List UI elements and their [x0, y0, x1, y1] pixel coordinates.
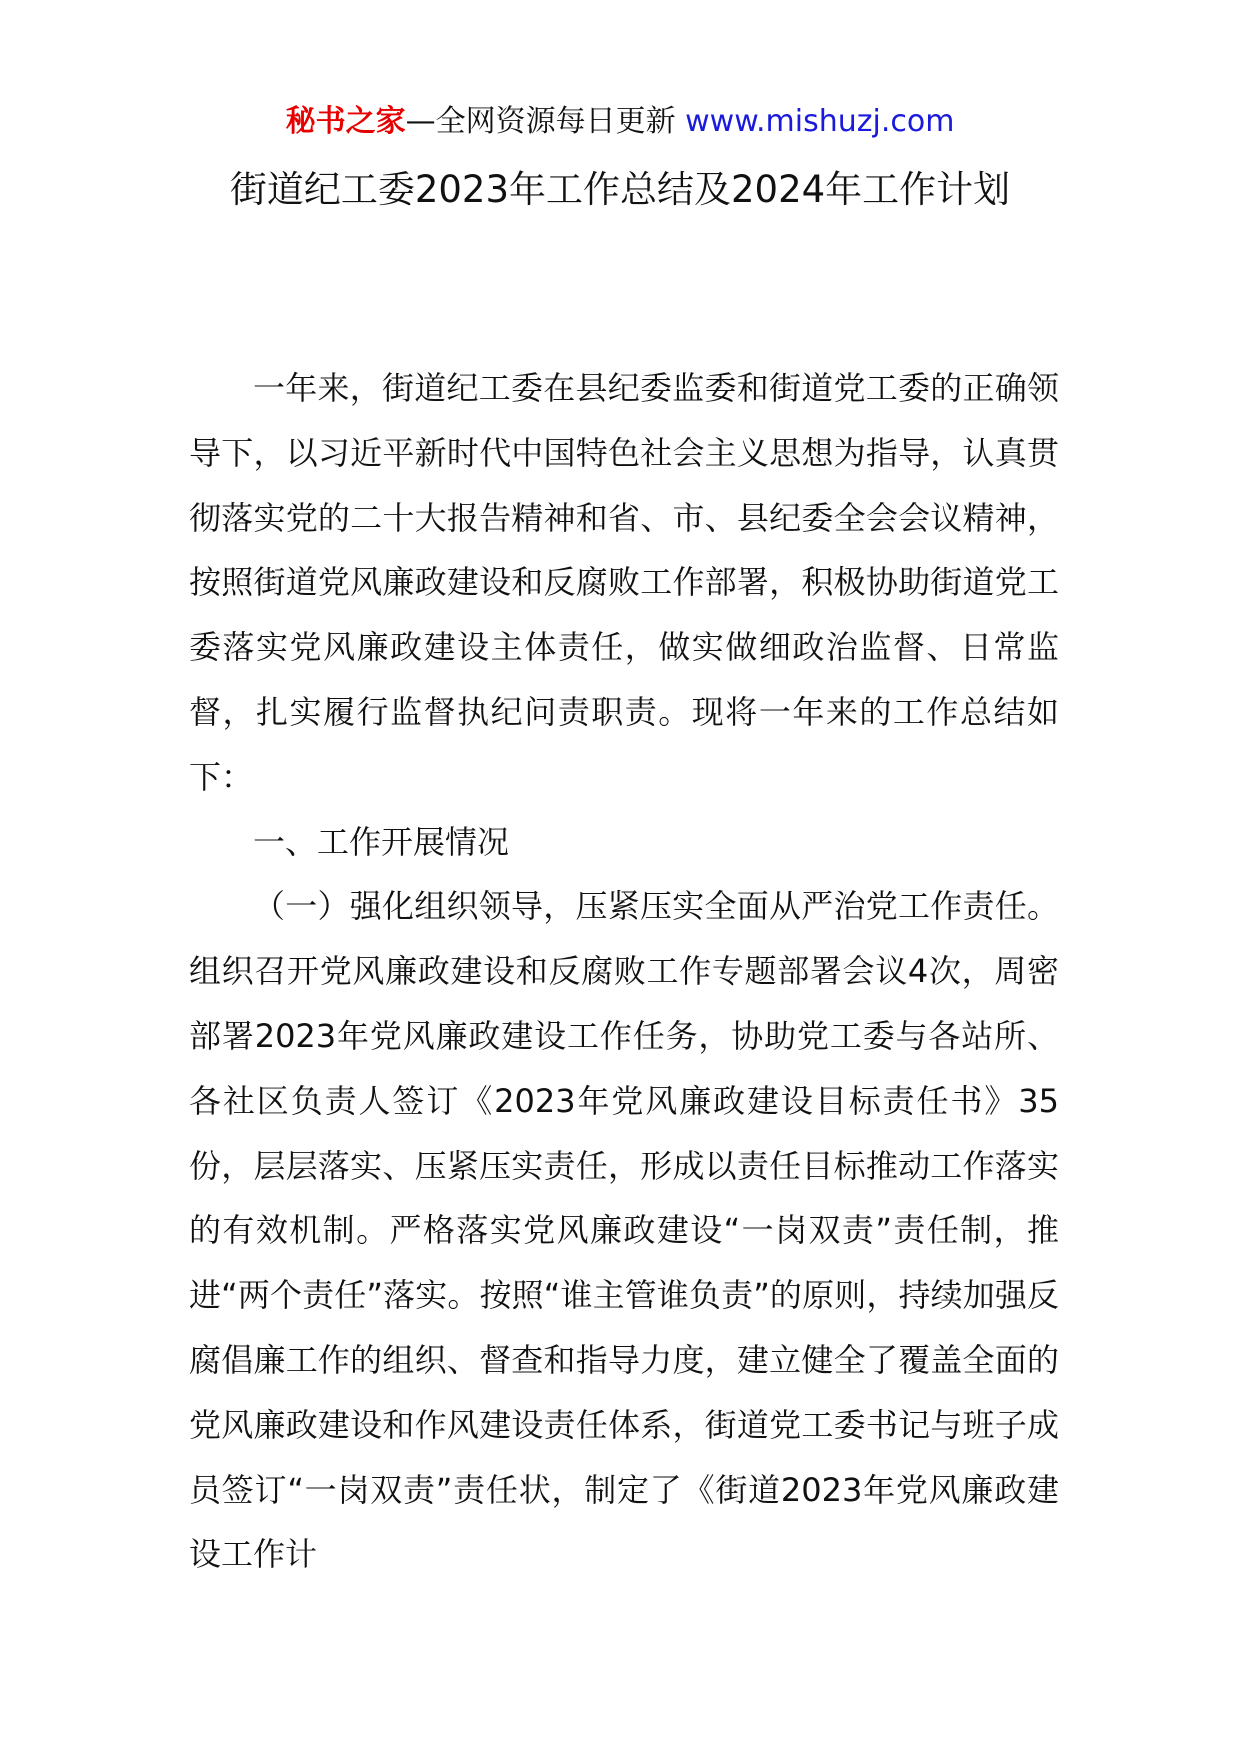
brand-name: 秘书之家	[285, 104, 406, 139]
site-url-link[interactable]: www.mishuzj.com	[685, 104, 955, 139]
section-paragraph: （一）强化组织领导，压紧压实全面从严治党工作责任。组织召开党风廉政建设和反腐败工作专题部署会议4次，周密部署2023年党风廉政建设工作任务，协助党工委与各站所、各社区负责人签订《2023年党风廉政建设目标责任书》35份，层层落实、压紧压实责任，形成以责任目标推动工作落实的有效机制。严格落实党风廉政建设“一岗双责”责任制，推进“两个责任”落实。按照“谁主管谁负责”的原则，持续加强反腐倡廉工作的组织、督查和指导力度，建立健全了覆盖全面的党风廉政建设和作风建设责任体系，街道党工委书记与班子成员签订“一岗双责”责任状，制定了《街道2023年党风廉政建设工作计	[189, 887, 1059, 1574]
intro-paragraph: 一年来，街道纪工委在县纪委监委和街道党工委的正确领导下，以习近平新时代中国特色社会主义思想为指导，认真贯彻落实党的二十大报告精神和省、市、县纪委全会会议精神，按照街道党风廉政建设和反腐败工作部署，积极协助街道党工委落实党风廉政建设主体责任，做实做细政治监督、日常监督，扎实履行监督执纪问责职责。现将一年来的工作总结如下：	[189, 369, 1059, 796]
document-title: 街道纪工委2023年工作总结及2024年工作计划	[229, 168, 1011, 211]
header-slogan: —全网资源每日更新	[405, 104, 686, 139]
site-header	[0, 100, 1240, 144]
document-body	[189, 356, 1059, 1587]
section-heading: 一、工作开展情况	[253, 822, 510, 861]
